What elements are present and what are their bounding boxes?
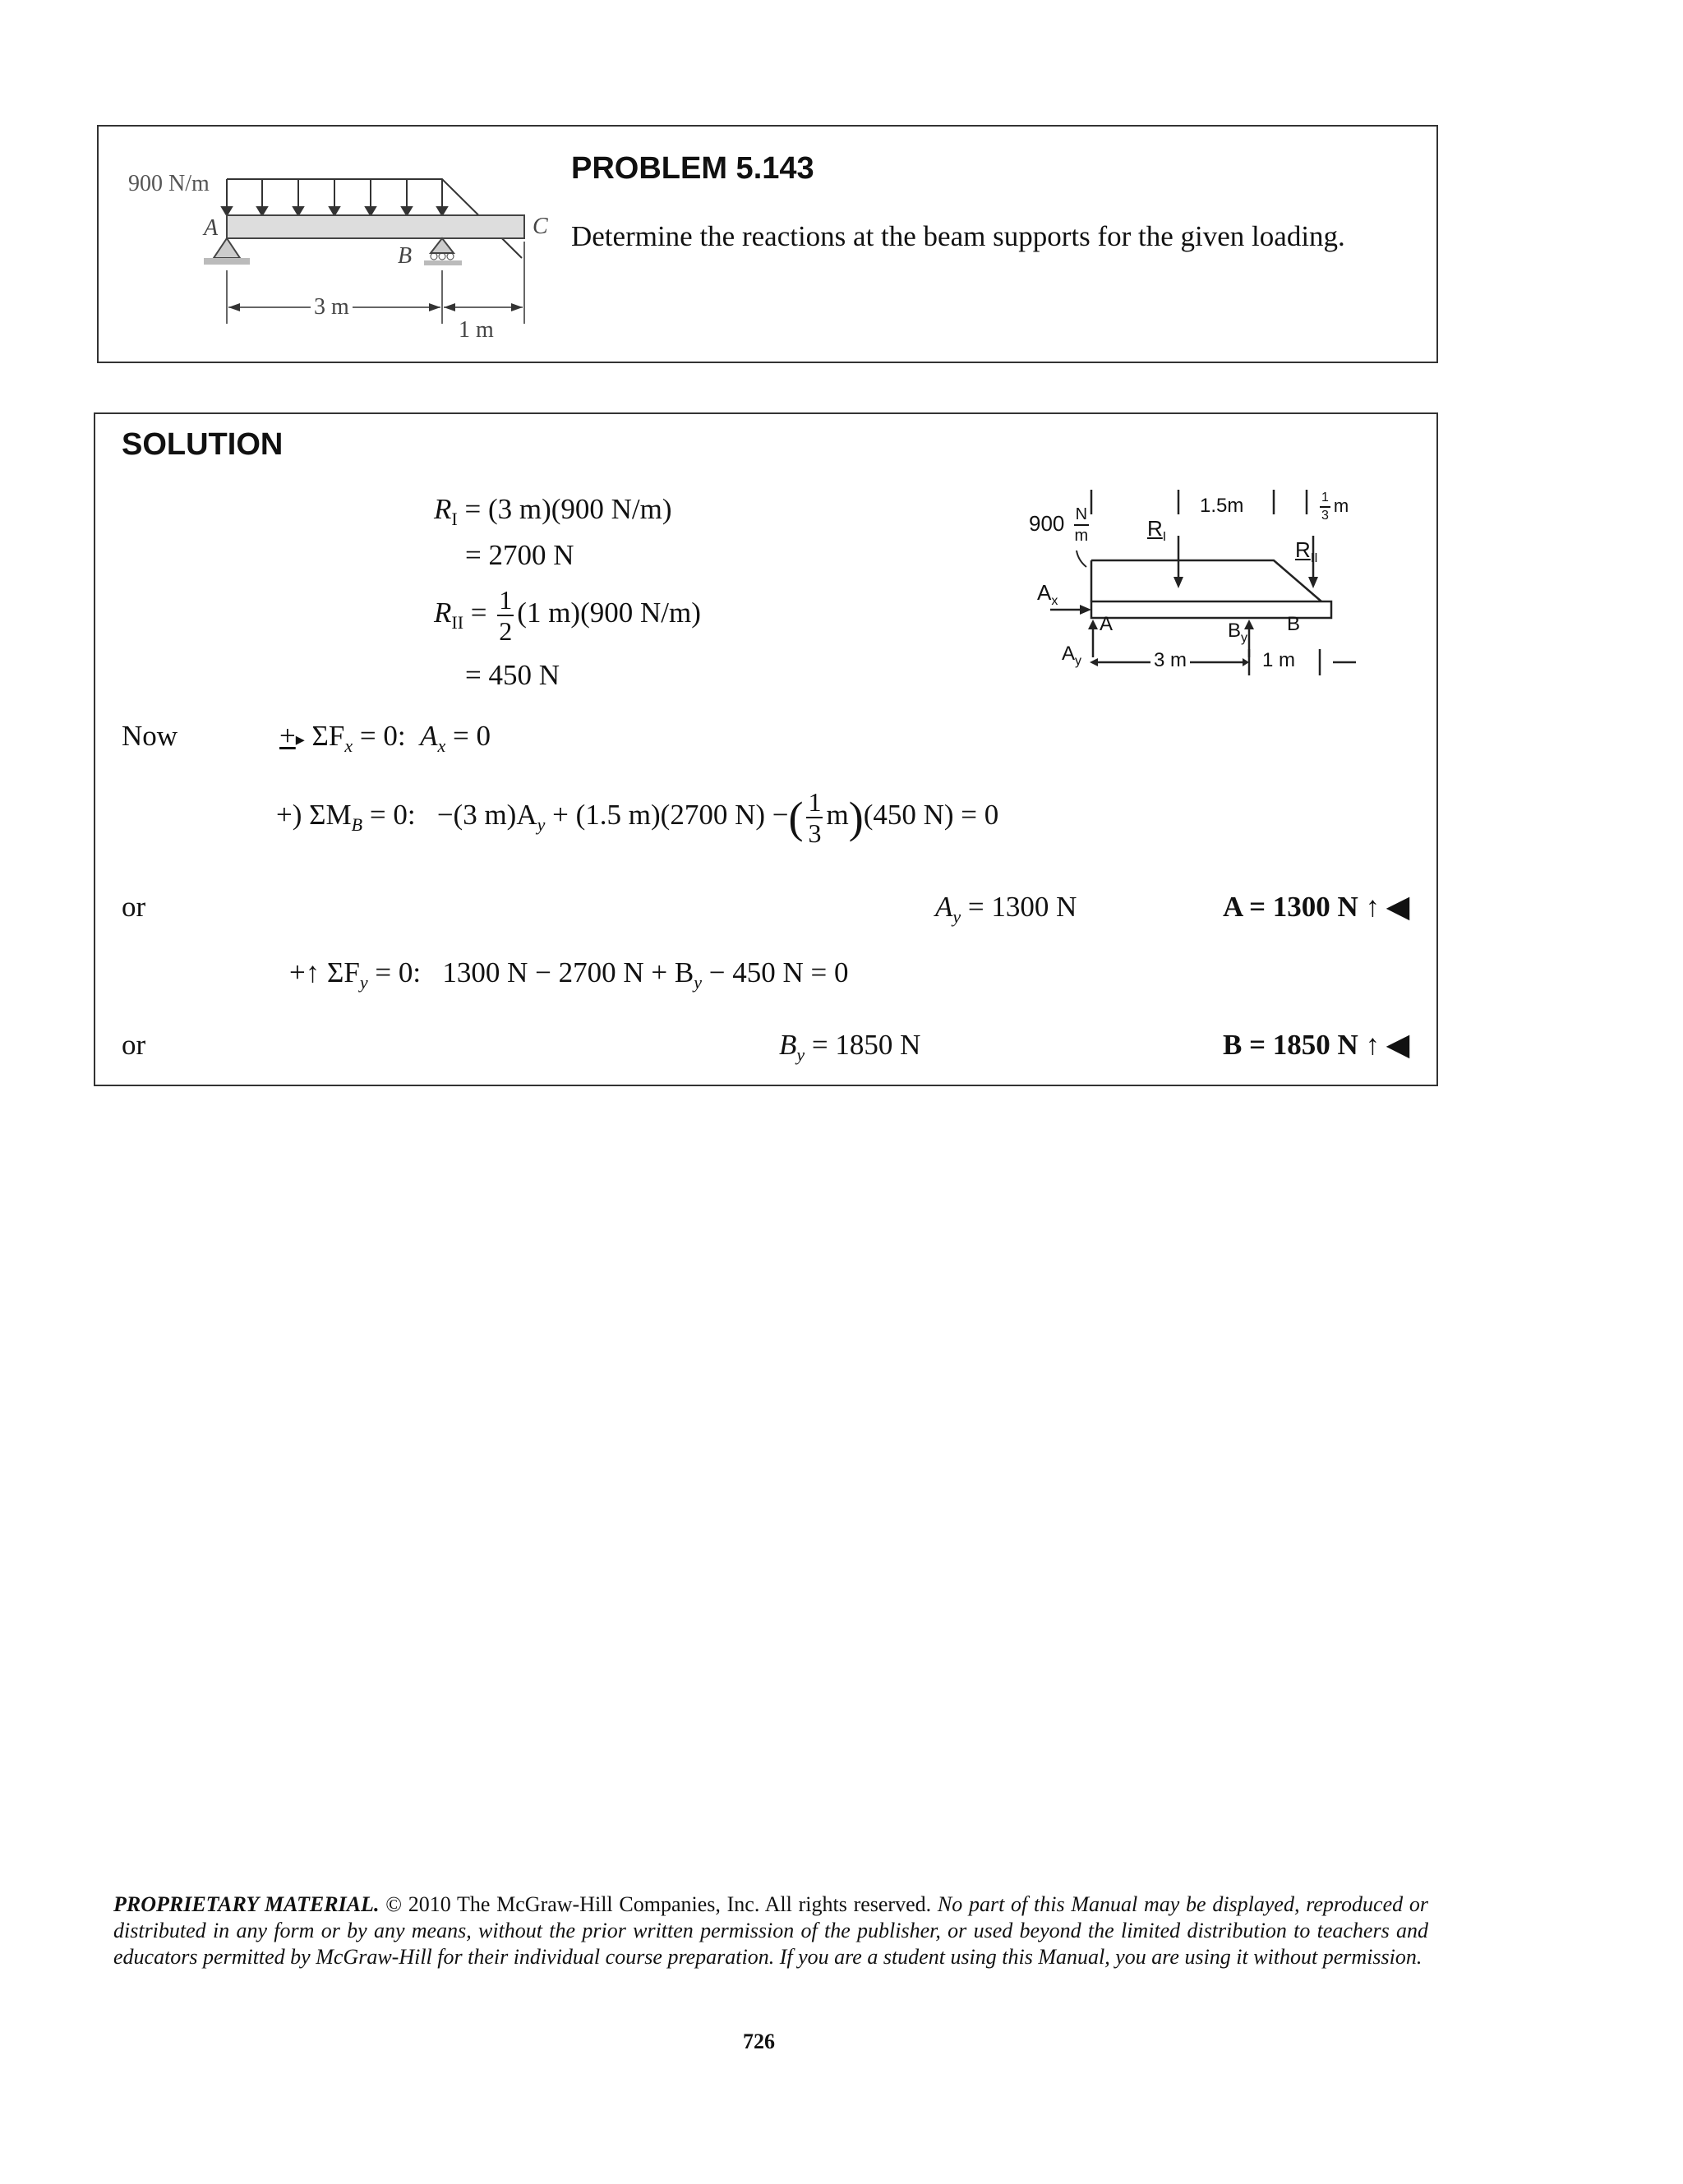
sum-mb-equation: +) $\Sigma M_B = 0$: −(3 $m)A_y + (1.5$ m)(2700 N) −( $\frac{1}{3}$ m)(450 N) = 0 [276, 787, 999, 848]
solution-title: SOLUTION [122, 427, 284, 462]
answer-marker-icon: ◀ [1386, 891, 1409, 923]
up-arrow-icon: ↑ [1365, 891, 1381, 923]
r2-result: = 450 N [465, 659, 560, 691]
fbd-dim-third-label: $\frac{1}{3}$ m [1321, 491, 1349, 523]
fbd-ax-label: $A_x$ [1037, 580, 1058, 609]
r1-equation: $R_I = (3$ m)(900 N/m) [434, 493, 672, 529]
ay-result: $A_y = 1300$ N [935, 891, 1077, 927]
fbd-by-label: $B_y$ [1228, 620, 1248, 645]
answer-a: A = 1300 N ↑ ◀ [1223, 891, 1409, 923]
fbd-dim-15-label: 1.5m [1200, 495, 1244, 517]
fbd-r2-label: $R_{II}$ [1295, 537, 1318, 566]
now-label: Now [122, 720, 178, 752]
fbd-ay-label: $A_y$ [1062, 643, 1082, 668]
problem-statement: Determine the reactions at the beam supports for the given loading. [571, 220, 1345, 252]
r1-result: = 2700 N [465, 539, 574, 571]
dim-bc-label: 1 m [459, 317, 494, 343]
sum-fx-equation: +▸ $\Sigma F_x = 0$: $A_x = 0$ [279, 720, 491, 756]
or-label-2: or [122, 1029, 146, 1061]
load-label: 900 N/m [128, 171, 210, 196]
third-fraction: $\frac{1}{3}$ [808, 787, 822, 848]
answer-b: B = 1850 N ↑ ◀ [1223, 1029, 1409, 1061]
sum-fy-equation: +↑ $\Sigma F_y = 0$: 1300 N − 2700 $N + B_y - 450$ N = 0 [289, 956, 849, 993]
by-result: $B_y = 1850$ N [779, 1029, 921, 1065]
up-arrow-icon: ↑ [1365, 1029, 1381, 1061]
r2-equation: $R_{II}$ = $\frac{1}{2}$ (1 m)(900 N/m) [434, 585, 701, 646]
dim-ab-label: 3 m [311, 294, 353, 320]
half-fraction: $\frac{1}{2}$ [499, 585, 513, 646]
fbd-r1-label: $R_I$ [1147, 516, 1167, 545]
copyright-notice: PROPRIETARY MATERIAL. © 2010 The McGraw-Hill Companies, Inc. All rights reserved. No part of this Manual may be displayed, reproduced or distributed in any form or by any means, without the prior written permission of the publisher, or used beyond the limited distribution to teachers and educators permitted by McGraw-Hill for their individual course preparation. If you are a student using this Manual, you are using it without permission. [113, 1892, 1428, 1969]
fbd-dim-1m-label: 1 m [1262, 649, 1296, 671]
fbd-load-label: 900 $\frac{N}{m}$ [1029, 505, 1089, 545]
fbd-point-a-label: A [1100, 613, 1114, 635]
problem-title: PROBLEM 5.143 [571, 151, 814, 186]
page-number: 726 [743, 2030, 775, 2053]
problem-box [97, 125, 1438, 363]
fbd-dim-3m-label: 3 m [1150, 649, 1190, 672]
fbd-point-b-label: B [1287, 613, 1301, 635]
answer-marker-icon: ◀ [1386, 1029, 1409, 1061]
point-b-label: B [398, 243, 413, 269]
or-label-1: or [122, 891, 146, 923]
point-a-label: A [204, 215, 219, 241]
point-c-label: C [533, 214, 548, 239]
